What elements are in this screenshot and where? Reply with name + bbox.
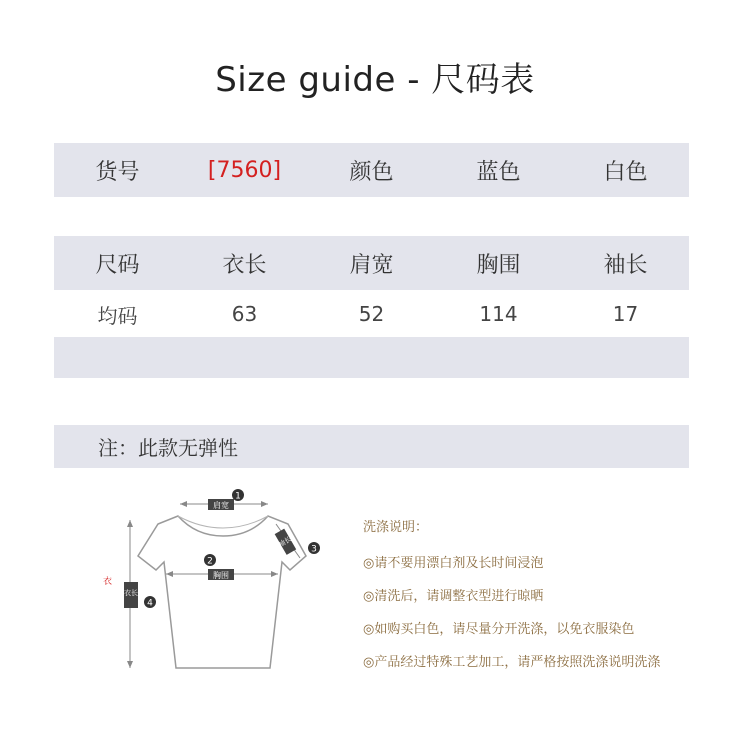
cell-sleeve: 17 (612, 302, 639, 326)
note-bar (54, 425, 689, 468)
svg-text:4: 4 (147, 598, 153, 609)
cell-shoulder: 52 (358, 302, 385, 326)
tshirt-measurement-diagram (100, 484, 330, 684)
item-no-value: [7560] (207, 157, 282, 183)
color-option-white: 白色 (603, 159, 648, 185)
page-title: Size guide - 尺码表 (215, 60, 535, 100)
care-instructions (363, 516, 660, 684)
table-row (54, 292, 689, 336)
care-heading: 洗涤说明： (363, 520, 429, 535)
note-text: 注：此款无弹性 (98, 436, 238, 460)
header-sleeve: 袖长 (603, 252, 648, 278)
care-item-1: ◎请不要用漂白剂及长时间浸泡 (363, 556, 544, 571)
header-chest: 胸围 (476, 252, 521, 278)
shoulder-label: 肩宽 (213, 501, 229, 510)
care-item-2: ◎清洗后，请调整衣型进行晾晒 (363, 589, 544, 604)
color-option-blue: 蓝色 (476, 159, 521, 185)
length-label-top: 衣长 (124, 589, 138, 597)
item-no-label: 货号 (95, 159, 140, 185)
svg-text:3: 3 (311, 544, 317, 555)
cell-size: 均码 (97, 303, 138, 328)
header-shoulder: 肩宽 (349, 252, 394, 278)
size-table-header (54, 236, 689, 290)
header-size: 尺码 (95, 252, 140, 278)
empty-table-row (54, 337, 689, 378)
care-item-3: ◎如购买白色，请尽量分开洗涤，以免衣服染色 (363, 622, 635, 637)
side-char-label: 衣 (103, 577, 113, 587)
chest-label: 胸围 (213, 571, 229, 580)
header-length: 衣长 (222, 252, 267, 278)
svg-text:1: 1 (235, 491, 241, 502)
care-item-4: ◎产品经过特殊工艺加工，请严格按照洗涤说明洗涤 (363, 655, 661, 670)
svg-text:2: 2 (207, 556, 213, 567)
cell-chest: 114 (479, 302, 518, 326)
color-label: 颜色 (349, 159, 394, 185)
cell-length: 63 (231, 302, 258, 326)
product-info-row (54, 143, 689, 197)
sleeve-label: 袖长 (276, 535, 294, 549)
